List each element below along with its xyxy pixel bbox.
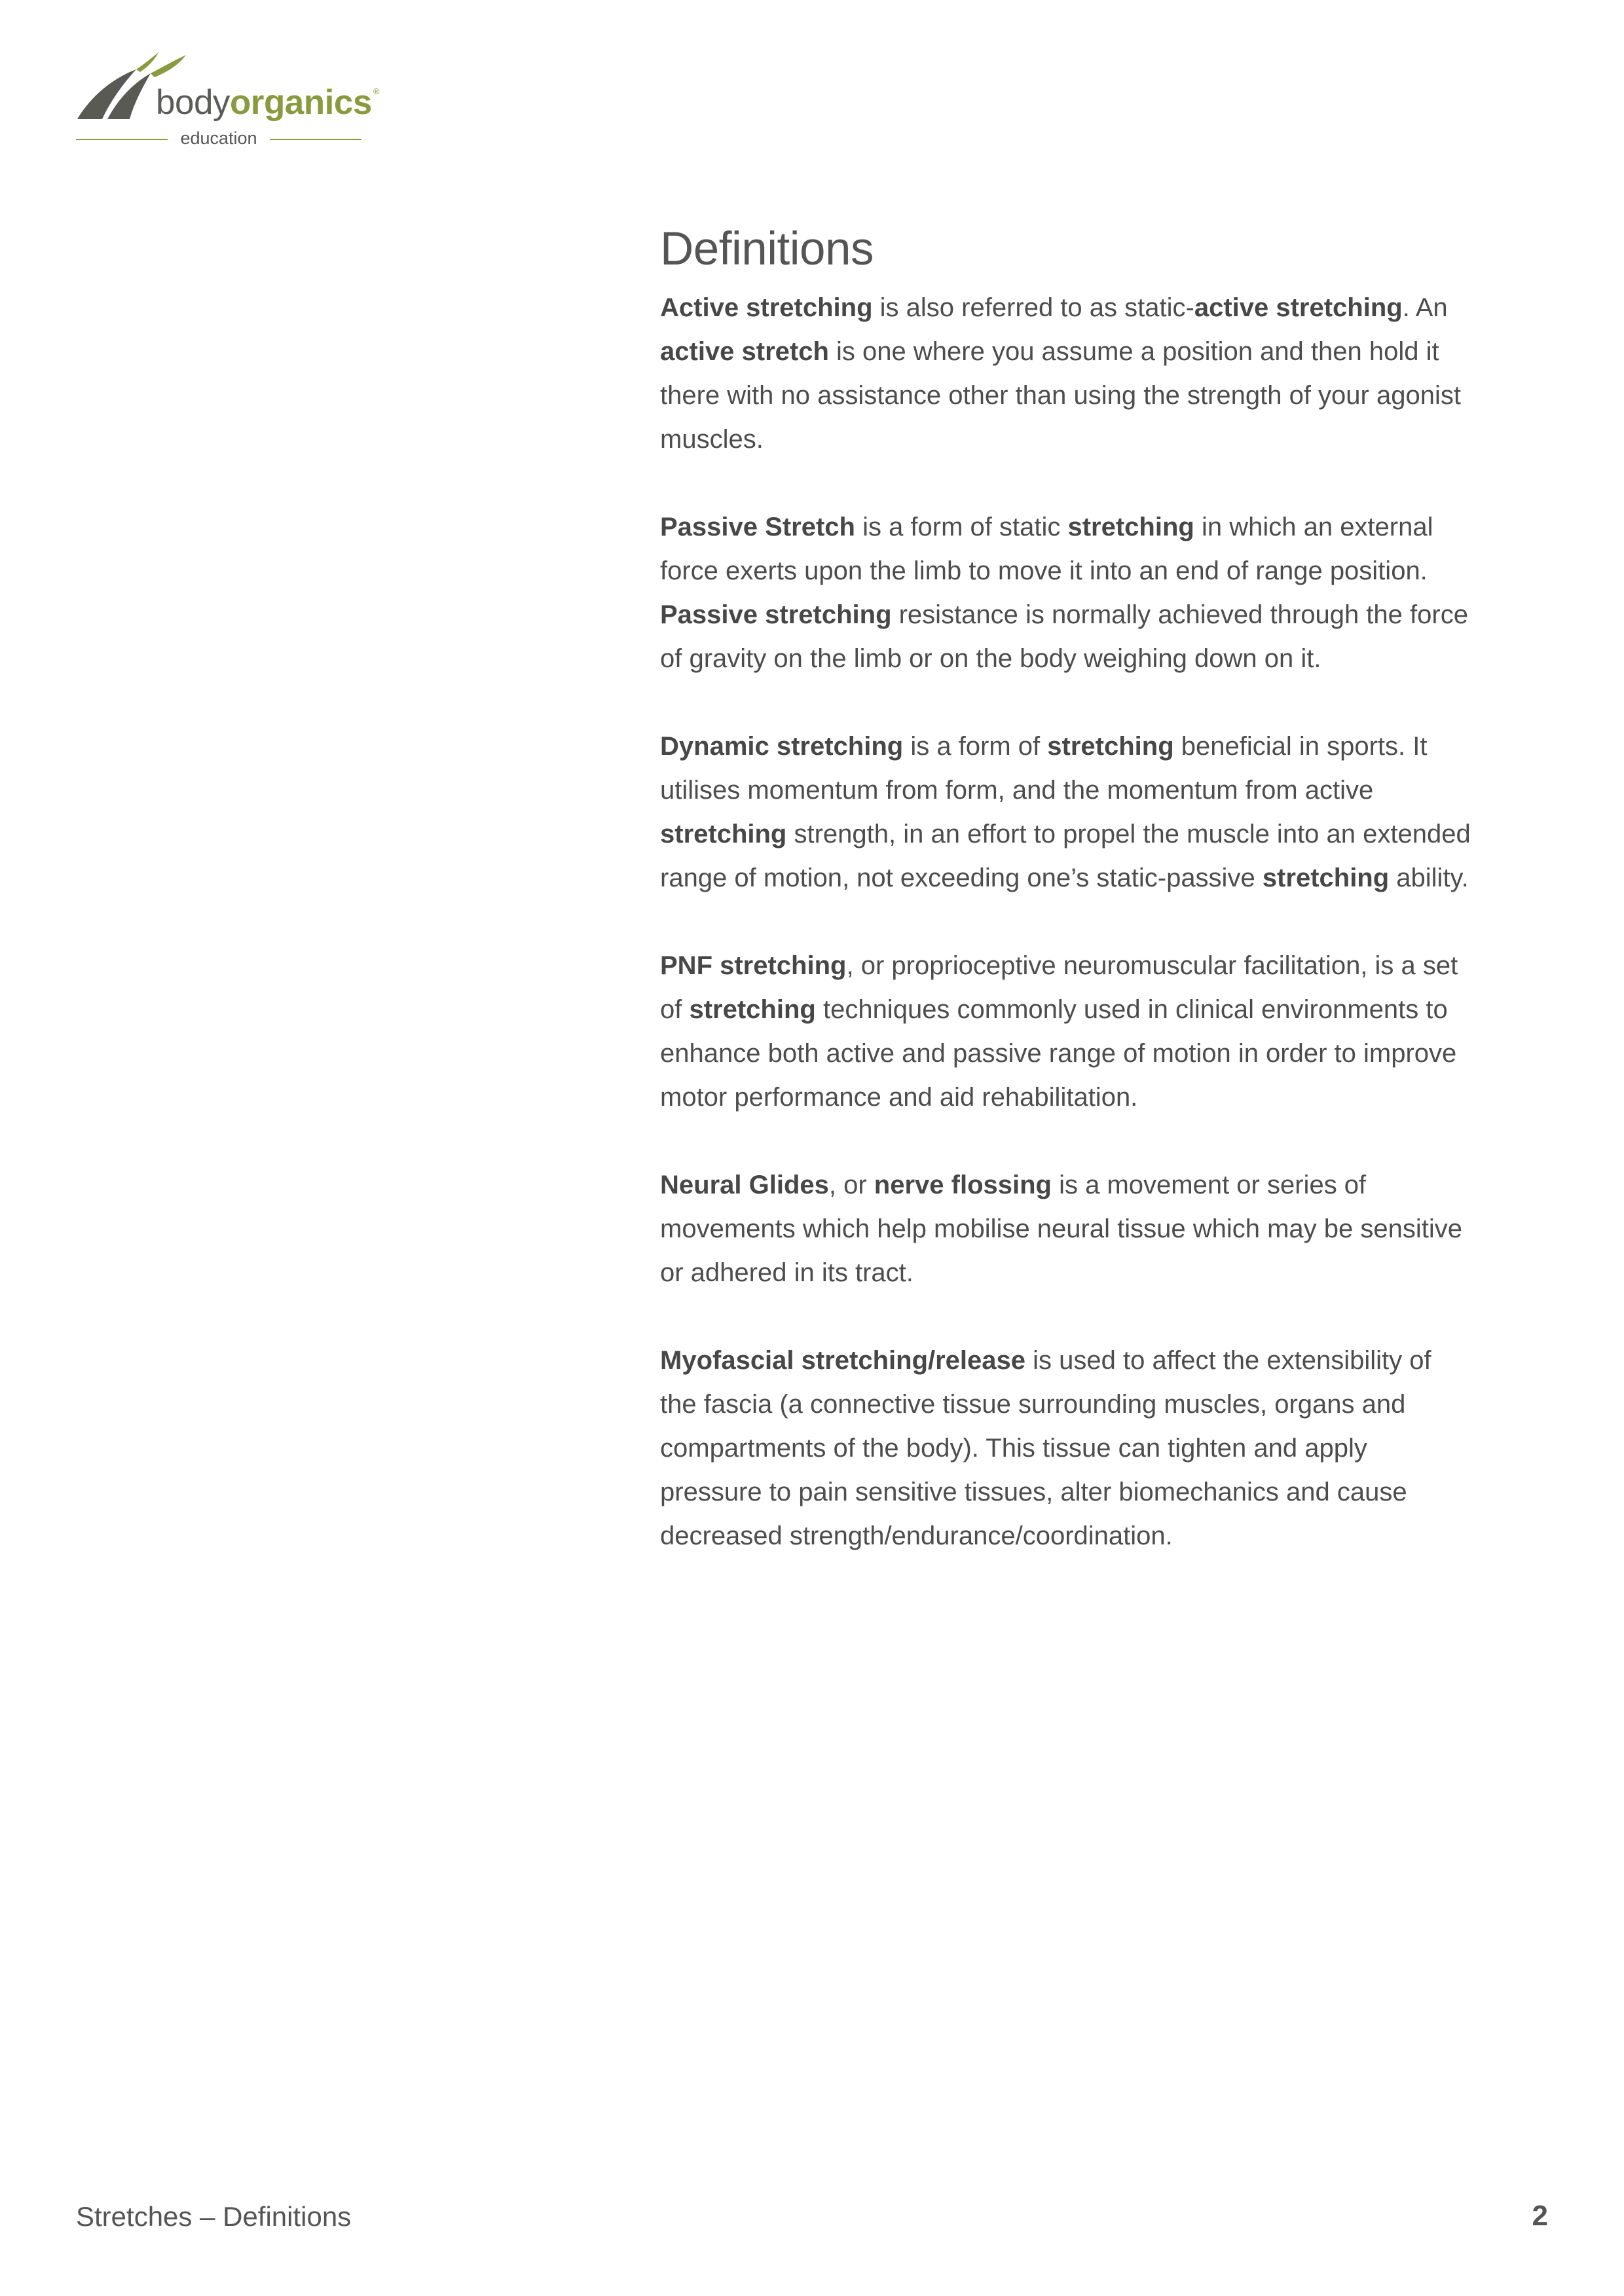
definition-text: is a movement or series of movements which help mobilise neural tissue which may be sensitive or adhered in its tract.: [660, 1171, 1462, 1288]
definition-term: PNF stretching: [660, 951, 847, 981]
page-title: Definitions: [660, 223, 874, 275]
registered-mark: ®: [373, 86, 379, 96]
definition-text: ability.: [1389, 864, 1469, 893]
definition-text: resistance is normally achieved through the force of gravity on the limb or on the body weighing down on it.: [660, 600, 1468, 674]
definition-paragraph: [660, 286, 1472, 462]
logo-rule-right: [270, 139, 361, 140]
definition-term: Passive Stretch: [660, 513, 855, 542]
definition-term: stretching: [689, 995, 816, 1025]
definition-paragraph: [660, 725, 1472, 900]
definition-text: , or: [828, 1171, 874, 1200]
definition-text: . An: [1402, 293, 1448, 323]
logo-subtitle: [76, 127, 361, 149]
definitions-list: [660, 286, 1472, 1558]
definition-paragraph: [660, 505, 1472, 681]
definition-text: is a form of: [903, 732, 1048, 761]
definition-term: nerve flossing: [874, 1171, 1052, 1200]
definition-term: active stretching: [1194, 293, 1403, 323]
definition-text: techniques commonly used in clinical environments to enhance both active and passive range of motion in order to improve motor performance and aid rehabilitation.: [660, 995, 1457, 1112]
logo-word-organics: organics: [229, 83, 372, 122]
page-number: 2: [1532, 2200, 1548, 2232]
definition-term: active stretch: [660, 337, 829, 367]
definition-term: Active stretching: [660, 293, 873, 323]
definition-text: beneficial in sports. It utilises momentum from form, and the momentum from active: [660, 732, 1428, 805]
logo-word-body: body: [156, 83, 230, 122]
definition-paragraph: [660, 1339, 1472, 1558]
definition-paragraph: [660, 944, 1472, 1120]
footer-document-title: Stretches – Definitions: [76, 2201, 352, 2232]
definition-paragraph: [660, 1163, 1472, 1295]
logo-subtitle-text: education: [180, 128, 257, 148]
definition-term: Myofascial stretching/release: [660, 1346, 1026, 1376]
definition-term: stretching: [1047, 732, 1174, 761]
definition-text: , or proprioceptive neuromuscular facilitation, is a set of: [660, 951, 1458, 1025]
definition-term: Dynamic stretching: [660, 732, 904, 761]
definition-text: strength, in an effort to propel the muscle into an extended range of motion, not exceeding one’s static-passive: [660, 820, 1471, 893]
definition-term: stretching: [1262, 864, 1390, 893]
definition-term: Passive stretching: [660, 600, 892, 630]
definition-text: is also referred to as static-: [872, 293, 1194, 323]
logo-wordmark: [156, 85, 379, 120]
logo-rule-left: [76, 139, 168, 140]
definition-term: stretching: [1067, 513, 1194, 542]
definition-text: is a form of static: [855, 513, 1068, 542]
brand-logo: [76, 51, 377, 156]
definitions-section: [660, 221, 1472, 1602]
definition-text: is used to affect the extensibility of the fascia (a connective tissue surrounding muscles, organs and compartments of the body). This tissue can tighten and apply pressure to pain sensitive tissues, alter biomechanics and cause decreased strength/endurance/coordination.: [660, 1346, 1431, 1551]
definition-text: is one where you assume a position and then hold it there with no assistance other than using the strength of your agonist muscles.: [660, 337, 1461, 454]
definition-term: Neural Glides: [660, 1171, 829, 1200]
definition-term: stretching: [660, 820, 787, 849]
definition-text: in which an external force exerts upon the limb to move it into an end of range position.: [660, 513, 1433, 586]
